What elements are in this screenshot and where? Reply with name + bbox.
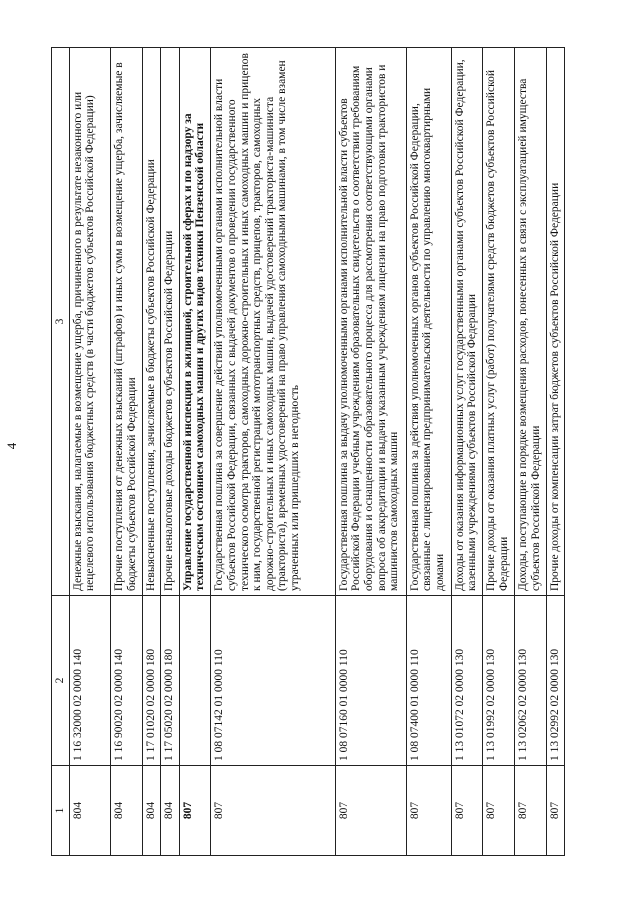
admin-code-cell: 807 xyxy=(514,766,546,856)
table-row xyxy=(546,48,564,856)
admin-code-cell: 807 xyxy=(179,766,211,856)
page-number: 4 xyxy=(4,442,19,450)
description-cell: Прочие неналоговые доходы бюджетов субъектов Российской Федерации xyxy=(161,48,179,596)
admin-code-cell: 807 xyxy=(211,766,335,856)
description-cell: Государственная пошлина за совершение действий уполномоченными органами исполнительной власти субъектов Российской Федерации, связанных с выдачей документов о проведении государственного технического осмотра тракторов, самоходных дорожно-строительных и иных самоходных машин и прицепов к ним, государственной регистрацией мототранспортных средств, прицепов, тракторов, самоходных дорожно-строительных и иных самоходных машин, выдачей удостоверений тракториста-машиниста (тракториста), временных удостоверений на право управления самоходными машинами, в том числе взамен утраченных или пришедших в негодность xyxy=(211,48,335,596)
table-row xyxy=(69,48,111,856)
description-cell: Доходы, поступающие в порядке возмещения расходов, понесенных в связи с эксплуатацией имущества субъектов Российской Федерации xyxy=(514,48,546,596)
revenue-code-cell xyxy=(179,596,211,766)
revenue-code-cell: 1 17 01020 02 0000 180 xyxy=(142,596,160,766)
table-row xyxy=(161,48,179,856)
description-cell: Прочие поступления от денежных взысканий (штрафов) и иных сумм в возмещение ущерба, зачисляемые в бюджеты субъектов Российской Федерации xyxy=(111,48,143,596)
revenue-code-cell: 1 13 02992 02 0000 130 xyxy=(546,596,564,766)
table-row xyxy=(335,48,406,856)
admin-code-cell: 807 xyxy=(483,766,515,856)
admin-code-cell: 807 xyxy=(451,766,483,856)
admin-code-cell: 807 xyxy=(335,766,406,856)
revenue-code-cell: 1 13 02062 02 0000 130 xyxy=(514,596,546,766)
table-row xyxy=(514,48,546,856)
table-row-department xyxy=(179,48,211,856)
header-col-1: 1 xyxy=(52,766,70,856)
admin-code-cell: 804 xyxy=(111,766,143,856)
description-cell: Невыясненные поступления, зачисляемые в бюджеты субъектов Российской Федерации xyxy=(142,48,160,596)
description-cell: Денежные взыскания, налагаемые в возмещение ущерба, причиненного в результате незаконного или нецелевого использования бюджетных средств (в части бюджетов субъектов Российской Федерации) xyxy=(69,48,111,596)
admin-code-cell: 804 xyxy=(142,766,160,856)
description-cell: Прочие доходы от компенсации затрат бюджетов субъектов Российской Федерации xyxy=(546,48,564,596)
table-row xyxy=(111,48,143,856)
table-row xyxy=(142,48,160,856)
table-row xyxy=(451,48,483,856)
revenue-code-cell: 1 16 32000 02 0000 140 xyxy=(69,596,111,766)
table-row xyxy=(211,48,335,856)
revenue-code-cell: 1 13 01072 02 0000 130 xyxy=(451,596,483,766)
revenue-code-cell: 1 13 01992 02 0000 130 xyxy=(483,596,515,766)
revenue-codes-table xyxy=(51,47,565,856)
table-row xyxy=(483,48,515,856)
revenue-code-cell: 1 08 07400 01 0000 110 xyxy=(406,596,451,766)
description-cell: Доходы от оказания информационных услуг государственными органами субъектов Российской Федерации, казенными учреждениями субъектов Российской Федерации xyxy=(451,48,483,596)
table-row xyxy=(406,48,451,856)
description-cell: Государственная пошлина за выдачу уполномоченными органами исполнительной власти субъектов Российской Федерации учебным учреждениям образовательных свидетельств о соответствии требованиям оборудования и оснащенности образовательного процесса для рассмотрения соответствующими органами вопроса об аккредитации и выдачи указанным учреждениям лицензии на право подготовки трактористов и машинистов самоходных машин xyxy=(335,48,406,596)
admin-code-cell: 807 xyxy=(406,766,451,856)
revenue-code-cell: 1 17 05020 02 0000 180 xyxy=(161,596,179,766)
revenue-code-cell: 1 16 90020 02 0000 140 xyxy=(111,596,143,766)
revenue-code-cell: 1 08 07160 01 0000 110 xyxy=(335,596,406,766)
description-cell: Государственная пошлина за действия уполномоченных органов субъектов Российской Федерации, связанные с лицензированием предпринимательской деятельности по управлению многоквартирными домами xyxy=(406,48,451,596)
header-col-2: 2 xyxy=(52,596,70,766)
table-header-row xyxy=(52,48,70,856)
header-col-3: 3 xyxy=(52,48,70,596)
admin-code-cell: 807 xyxy=(546,766,564,856)
department-name-cell: Управление государственной инспекции в жилищной, строительной сферах и по надзору за техническим состоянием самоходных машин и других видов техники Пензенской области xyxy=(179,48,211,596)
admin-code-cell: 804 xyxy=(161,766,179,856)
admin-code-cell: 804 xyxy=(69,766,111,856)
rotated-table-wrapper xyxy=(51,48,565,856)
revenue-code-cell: 1 08 07142 01 0000 110 xyxy=(211,596,335,766)
description-cell: Прочие доходы от оказания платных услуг (работ) получателями средств бюджетов субъектов Российской Федерации xyxy=(483,48,515,596)
